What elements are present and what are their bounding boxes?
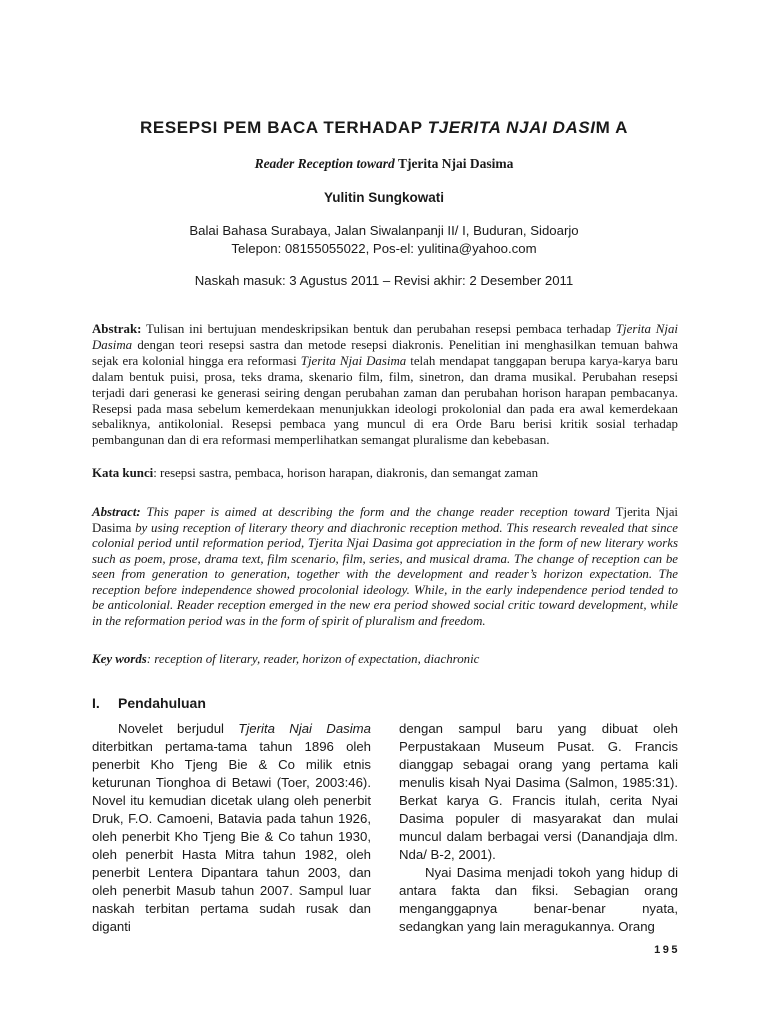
article-subtitle: Reader Reception toward Tjerita Njai Dasima xyxy=(254,156,514,171)
abstract-label: Abstract: xyxy=(92,505,141,519)
body-paragraph: Nyai Dasima menjadi tokoh yang hidup di antara fakta dan fiksi. Sebagian orang menganggapnya benar-benar nyata, sedangkan yang lain meragukannya. Orang xyxy=(399,865,678,934)
body-paragraph: dengan sampul baru yang dibuat oleh Perpustakaan Museum Pusat. G. Francis dianggap sebagai orang yang pertama kali menulis kisah Nyai Dasima (Salmon, 1985:31). Berkat karya G. Francis itulah, cerita Nyai Dasima populer di masyarakat dan mulai muncul dalam berbagai versi (Danandjaja dlm. Nda/ B-2, 2001). xyxy=(399,721,678,862)
body-paragraph: Novelet berjudul Tjerita Njai Dasima diterbitkan pertama-tama tahun 1896 oleh penerbit Kho Tjeng Bie & Co milik etnis keturunan Tionghoa di Betawi (Toer, 2003:46). Novel itu kemudian dicetak ulang oleh penerbit Druk, F.O. Camoeni, Batavia pada tahun 1926, oleh penerbit Kho Tjeng Bie & Co tahun 1930, oleh penerbit Hasta Mitra tahun 1982, oleh penerbit Lentera Dipantara tahun 2003, dan oleh penerbit Masub tahun 2007. Sampul luar naskah terbitan pertama sudah rusak dan diganti xyxy=(92,721,372,934)
kata-kunci-label: Kata kunci xyxy=(92,466,154,480)
body-column-left xyxy=(92,720,371,936)
affiliation-address: Balai Bahasa Surabaya, Jalan Siwalanpanji II/ I, Buduran, Sidoarjo xyxy=(189,223,579,238)
abstrak-paragraph: Abstrak: Tulisan ini bertujuan mendeskripsikan bentuk dan perubahan resepsi pembaca terhadap Tjerita Njai Dasima dengan teori resepsi sastra dan metode resepsi diakronis. Penelitian ini menghasilkan temuan bahwa sejak era kolonial hingga era reformasi Tjerita Njai Dasima telah mendapat tanggapan berupa karya-karya baru dalam bentuk puisi, prosa, teks drama, skenario film, film, sinetron, dan drama musikal. Perubahan resepsi terjadi dari generasi ke generasi seiring dengan perubahan zaman dan perubahan horison harapan pembacanya. Resepsi pada masa sebelum kemerdekaan menunjukkan ideologi prokolonial dan pada era awal kemerdekaan sebaliknya, antikolonial. Resepsi pembaca yang muncul di era Orde Baru berisi kritik sosial terhadap pembangunan dan di era reformasi memperlihatkan semangat pluralisme dan kebebasan. xyxy=(92,322,679,448)
affiliation-contact: Telepon: 08155055022, Pos-el: yulitina@yahoo.com xyxy=(231,241,537,256)
section-heading xyxy=(92,695,206,711)
section-number: I. xyxy=(92,695,100,711)
abstract-paragraph: Abstract: This paper is aimed at describing the form and the change reader reception toward Tjerita Njai Dasima by using reception of literary theory and diachronic reception method. This research revealed that since colonial period until reformation period, Tjerita Njai Dasima got appreciation in the form of new literary works such as poem, prose, drama text, film scenario, film, series, and musical drama. The change of reception can be seen from generation to generation, together with the development and reader’s horizon expectation. The reception before independence showed procolonial ideology. While, in the early independence period tended to be anticolonial. Reader reception emerged in the new era period showed social critic toward development, while in the reformation period was in the form of spirit of pluralism and freedom. xyxy=(92,505,678,628)
key-words-label: Key words xyxy=(92,652,147,666)
key-words: Key words: reception of literary, reader, horizon of expectation, diachronic xyxy=(92,652,480,666)
received-dates: Naskah masuk: 3 Agustus 2011 – Revisi akhir: 2 Desember 2011 xyxy=(194,273,574,288)
author-affiliation xyxy=(0,222,768,258)
author-name: Yulitin Sungkowati xyxy=(323,190,444,205)
article-title: RESEPSI PEM BACA TERHADAP TJERITA NJAI DASIM A xyxy=(140,118,628,137)
page-number: 195 xyxy=(654,944,680,956)
section-title: Pendahuluan xyxy=(118,695,206,711)
kata-kunci: Kata kunci: resepsi sastra, pembaca, horison harapan, diakronis, dan semangat zaman xyxy=(92,466,539,480)
body-column-right xyxy=(399,720,678,936)
abstrak-label: Abstrak: xyxy=(92,322,142,336)
